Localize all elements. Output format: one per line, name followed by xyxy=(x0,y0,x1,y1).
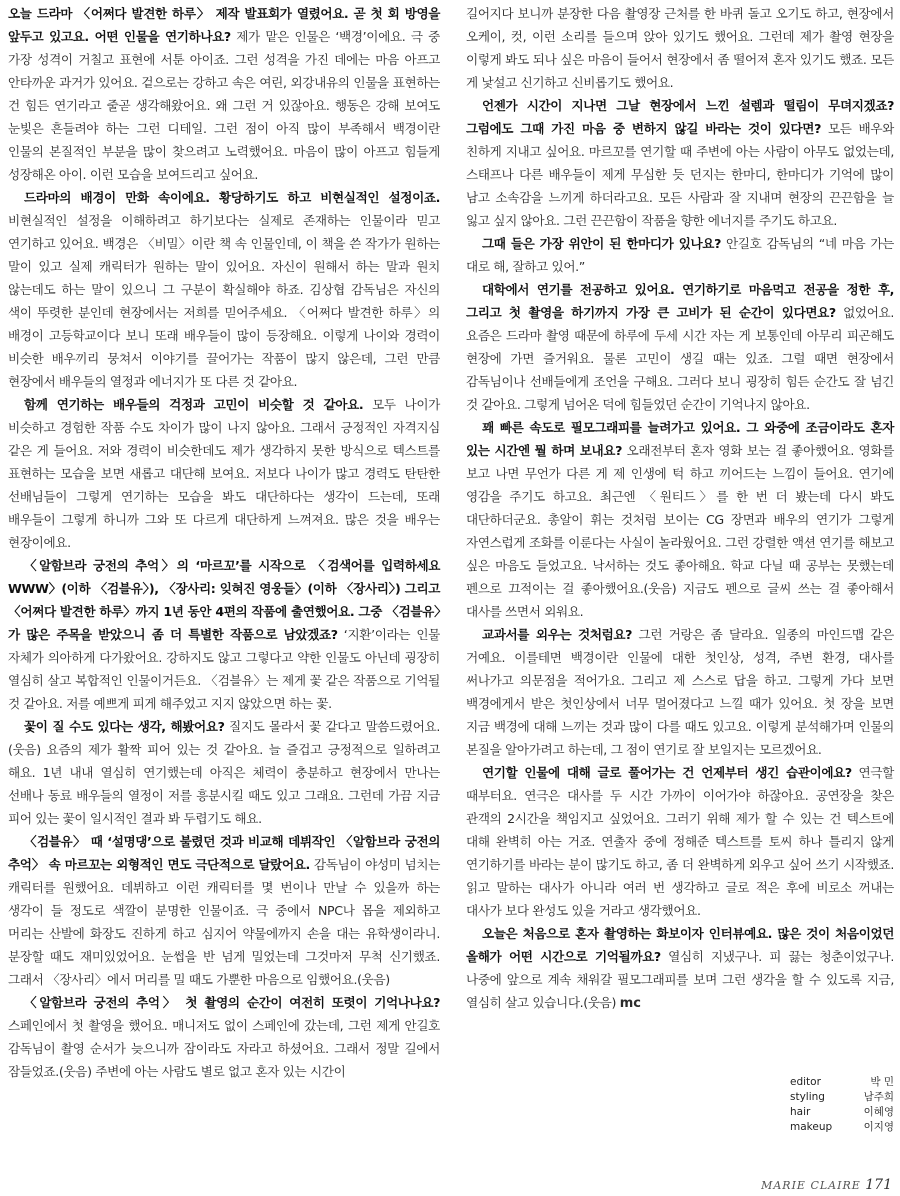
page-folio xyxy=(761,1177,892,1193)
credit-name: 이혜영 xyxy=(863,1106,894,1118)
question: 오늘 드라마 〈어쩌다 발견한 하루〉 제작 발표회가 열렸어요. 곧 첫 회 방영을 앞두고 있고요. 어떤 인물을 연기하나요? xyxy=(8,6,440,44)
credit-role: styling xyxy=(790,1091,825,1103)
answer: 오래전부터 혼자 영화 보는 걸 좋아했어요. 영화를 보고 나면 무언가 다른 게 제 인생에 턱 하고 끼어드는 느낌이 들어요. 연기에 영감을 주기도 하고요. 최근엔 〈원티드〉를 한 번 더 봤는데 다시 봐도 대단하더군요. 총알이 휘는 것처럼 보이는 CG 장면과 배우의 연기가 그렇게 자연스럽게 조화를 이룬다는 사실이 놀라웠어요. 그런 강렬한 액션 연기를 해보고 싶은 마음도 들었고요. 낙서하는 것도 좋아해요. 학교 다닐 때 공부는 못했는데 펜으로 끄적이는 걸 좋아했어요.(웃음) 지금도 펜으로 글씨 쓰는 걸 좋아해서 대사를 쓰면서 외워요. xyxy=(466,443,895,619)
qa-paragraph xyxy=(8,393,440,554)
qa-paragraph xyxy=(8,715,440,830)
credit-role: hair xyxy=(790,1106,811,1118)
qa-paragraph xyxy=(466,623,894,761)
answer: 제가 맡은 인물은 ‘백경’이에요. 극 중 가장 성격이 거칠고 표현에 서툰 아이죠. 그런 성격을 가진 데에는 마음 아프고 안타까운 과거가 있어요. 겉으로는 강하고 속은 여린, 외강내유의 인물을 표현하는 건 힘든 연기라고 줄곧 생각해왔어요. 왜 그런 거 있잖아요. 행동은 강해 보여도 눈빛은 흔들려야 하는 그런 디테일. 그런 점이 아직 많이 부족해서 백경이란 인물의 본질적인 부분을 많이 찾으려고 노력했어요. 마음이 많이 아프고 힘들게 성장해온 아이. 이런 모습을 보여드리고 싶어요. xyxy=(8,29,440,182)
answer: ‘지환’이라는 인물 자체가 의아하게 다가왔어요. 강하지도 않고 그렇다고 약한 인물도 아닌데 굉장히 열심히 살고 복합적인 인물이거든요. 〈검블유〉는 제게 꽃 같은 작품으로 기억될 것 같아요. 저를 예쁘게 피게 해주었고 지지 않았으면 하는 꽃. xyxy=(8,627,441,711)
qa-paragraph xyxy=(466,94,894,232)
qa-paragraph xyxy=(466,922,894,1015)
qa-paragraph xyxy=(8,991,440,1083)
end-mark: mc xyxy=(619,996,641,1011)
question: 언젠가 시간이 지나면 그날 현장에서 느낀 설렘과 떨림이 무뎌지겠죠? 그럼에도 그때 가진 마음 중 변하지 않길 바라는 것이 있다면? xyxy=(466,98,894,136)
answer: 열심히 지냈구나. 피 끓는 청춘이었구나. 나중에 앞으로 계속 채워갈 필모그래피를 보며 그런 생각을 할 수 있도록 지금, 열심히 살고 있습니다.(웃음) xyxy=(466,949,895,1010)
question: 〈알함브라 궁전의 추억〉의 ‘마르꼬’를 시작으로 〈검색어를 입력하세요 WWW〉(이하 〈검블유〉), 〈장사리: 잊혀진 영웅들〉(이하 〈장사리〉) 그리고 〈어쩌다 발견한 하루〉까지 1년 동안 4편의 작품에 출연했어요. 그중 〈검블유〉가 많은 주목을 받았으니 좀 더 특별한 작품으로 남았겠죠? xyxy=(8,558,440,642)
credit-row xyxy=(790,1075,894,1090)
answer: 연극할 때부터요. 연극은 대사를 두 시간 가까이 이어가야 하잖아요. 공연장을 찾은 관객의 2시간을 책임지고 싶었어요. 그러기 위해 제가 할 수 있는 건 텍스트에 대해 완벽히 아는 거죠. 연출자 중에 정해준 텍스트를 토씨 하나 틀리지 않게 연기하기를 바라는 분이 많기도 하고, 좀 더 완벽하게 외우고 싶어 쓰기 시작했죠. 읽고 말하는 대사가 아니라 여러 번 생각하고 글로 적은 후에 비로소 꺼내는 대사가 보다 완성도 있을 거라고 생각했어요. xyxy=(466,765,894,918)
qa-paragraph xyxy=(466,2,894,94)
answer: 질지도 몰라서 꽃 같다고 말씀드렸어요.(웃음) 요즘의 제가 활짝 피어 있는 것 같아요. 늘 즐겁고 긍정적으로 일하려고 해요. 1년 내내 열심히 연기했는데 아직은 체력이 충분하고 현장에서 만나는 선배나 동료 배우들의 열정이 저를 흥분시킬 때도 있고 그래요. 그런데 가끔 지금 피어 있는 꽃이 일시적인 결과 봐 두렵기도 해요. xyxy=(8,719,440,826)
answer: 그런 거랑은 좀 달라요. 일종의 마인드맵 같은 거예요. 이를테면 백경이란 인물에 대한 첫인상, 성격, 주변 환경, 대사를 써나가고 의문점을 적어가요. 그리고 제 스스로 답을 하고. 그렇게 가다 보면 백경에게서 받은 첫인상에서 너무 멀어졌다고 느낄 때가 있어요. 첫 장을 보면 지금 백경에 대해 느끼는 것과 많이 다를 때도 있고요. 이렇게 분석해가며 인물의 본질을 알아가려고 하는데, 그 점이 연기로 잘 보일지는 모르겠어요. xyxy=(466,627,895,757)
article-column-right xyxy=(466,2,894,1015)
question: 꽃이 질 수도 있다는 생각, 해봤어요? xyxy=(24,719,225,734)
question: 대학에서 연기를 전공하고 있어요. 연기하기로 마음먹고 전공을 정한 후, 그리고 첫 촬영을 하기까지 가장 큰 고비가 된 순간이 있다면요? xyxy=(466,282,894,320)
credit-row xyxy=(790,1105,894,1120)
answer: 감독님이 야성미 넘치는 캐릭터를 원했어요. 데뷔하고 이런 캐릭터를 몇 번이나 만날 수 있을까 하는 생각이 들 정도로 색깔이 분명한 인물이죠. 극 중에서 NPC나 몹을 제외하고 머리는 산발에 화장도 진하게 하고 심지어 약물에까지 손을 대는 유학생이라니. 분장할 때도 재미있었어요. 눈썹을 반 넘게 밀었는데 그것마저 무척 신기했죠. 그래서 〈장사리〉에서 머리를 밀 때도 가뿐한 마음으로 임했어요.(웃음) xyxy=(8,857,441,987)
magazine-name: MARIE CLAIRE xyxy=(761,1179,861,1192)
credit-name: 이지영 xyxy=(863,1121,894,1133)
credits-block xyxy=(790,1075,894,1135)
credit-row xyxy=(790,1090,894,1105)
qa-paragraph xyxy=(8,186,440,393)
qa-paragraph xyxy=(8,830,440,991)
question: 그때 들은 가장 위안이 된 한마디가 있나요? xyxy=(482,236,721,251)
answer: 스페인에서 첫 촬영을 했어요. 매니저도 없이 스페인에 갔는데, 그런 제게 안길호 감독님이 촬영 순서가 늦으니까 잠이라도 자라고 하셨어요. 그래서 정말 길에서 잠들었죠.(웃음) 주변에 아는 사람도 별로 없고 혼자 있는 시간이 xyxy=(8,1018,440,1079)
answer: 모든 배우와 친하게 지내고 싶어요. 마르꼬를 연기할 때 주변에 아는 사람이 아무도 없었는데, 스태프나 다른 배우들이 제게 무심한 듯 던지는 한마디, 한마디가 기억에 많이 남고 소속감을 느끼게 하더라고요. 모든 사람과 잘 지내며 현장의 끈끈함을 늘 잃고 싶지 않아요. 그런 끈끈함이 작품을 향한 에너지를 주기도 하고요. xyxy=(466,121,894,228)
answer: 길어지다 보니까 분장한 다음 촬영장 근처를 한 바퀴 돌고 오기도 하고, 현장에서 오케이, 컷, 이런 소리를 들으며 앉아 있기도 했어요. 그런데 제가 촬영 현장을 이렇게 봐도 되나 싶은 마음이 들어서 현장에서 좀 떨어져 혼자 있기도 했죠. 모든 게 낯설고 신기하고 신비롭기도 했어요. xyxy=(466,6,894,90)
credit-name: 박 민 xyxy=(870,1076,894,1088)
question: 오늘은 처음으로 혼자 촬영하는 화보이자 인터뷰예요. 많은 것이 처음이었던 올해가 어떤 시간으로 기억될까요? xyxy=(466,926,894,964)
question: 〈검블유〉 때 ‘설명댕’으로 불렸던 것과 비교해 데뷔작인 〈알함브라 궁전의 추억〉 속 마르꼬는 외형적인 면도 극단적으로 달랐어요. xyxy=(8,834,440,872)
question: 함께 연기하는 배우들의 걱정과 고민이 비슷할 것 같아요. xyxy=(24,397,364,412)
qa-paragraph xyxy=(8,554,440,715)
qa-paragraph xyxy=(466,761,894,922)
qa-paragraph xyxy=(8,2,440,186)
qa-paragraph xyxy=(466,278,894,416)
answer: 모두 나이가 비슷하고 경험한 작품 수도 차이가 많이 나지 않아요. 그래서 긍정적인 자격지심 같은 게 들어요. 저와 경력이 비슷한데도 제가 생각하지 못한 방식으로 텍스트를 표현하는 모습을 보면 새롭고 대단해 보여요. 저보다 나이가 많고 경력도 탄탄한 선배님들이 그렇게 연기하는 모습을 봐도 대단하다는 생각이 드는데, 또래 배우들이 그렇게 하니까 그와 또 다르게 대단하게 느껴져요. 많은 것을 배우는 현장이에요. xyxy=(8,397,441,550)
question: 드라마의 배경이 만화 속이에요. 황당하기도 하고 비현실적인 설정이죠. xyxy=(24,190,440,205)
credit-name: 남주희 xyxy=(863,1091,894,1103)
qa-paragraph xyxy=(466,232,894,278)
qa-paragraph xyxy=(466,416,894,623)
credit-row xyxy=(790,1120,894,1135)
answer: 안길호 감독님의 “네 마음 가는 대로 해, 잘하고 있어.” xyxy=(466,236,895,274)
article-column-left xyxy=(8,2,440,1083)
credit-role: editor xyxy=(790,1076,821,1088)
question: 연기할 인물에 대해 글로 풀어가는 건 언제부터 생긴 습관이에요? xyxy=(482,765,852,780)
answer: 없었어요. 요즘은 드라마 촬영 때문에 하루에 두세 시간 자는 게 보통인데 아무리 피곤해도 현장에 가면 즐거워요. 물론 고민이 생길 때는 있죠. 그럴 때면 현장에서 감독님이나 선배들에게 조언을 구해요. 그러다 보니 굉장히 힘든 순간도 잘 넘긴 것 같아요. 그렇게 넘어온 덕에 힘들었던 순간이 기억나지 않아요. xyxy=(466,305,895,412)
question: 꽤 빠른 속도로 필모그래피를 늘려가고 있어요. 그 와중에 조금이라도 혼자 있는 시간엔 뭘 하며 보내요? xyxy=(466,420,894,458)
credit-role: makeup xyxy=(790,1121,833,1133)
page-number: 171 xyxy=(865,1177,892,1193)
question: 〈알함브라 궁전의 추억〉 첫 촬영의 순간이 여전히 또렷이 기억나나요? xyxy=(24,995,440,1010)
answer: 비현실적인 설정을 이해하려고 하기보다는 실제로 존재하는 인물이라 믿고 연기하고 있어요. 백경은 〈비밀〉이란 책 속 인물인데, 이 책을 쓴 작가가 원하는 말이 있고 실제 캐릭터가 원하는 말이 있어요. 자신이 원해서 하는 말과 원치 않는데도 하는 말이 있으니 그 구분이 확실해야 하죠. 김상협 감독님은 자신의 색이 뚜렷한 분인데 현장에서는 저희를 믿어주세요. 〈어쩌다 발견한 하루〉의 배경이 고등학교이다 보니 또래 배우들이 많이 등장해요. 이렇게 나이와 경력이 비슷한 배우끼리 뭉쳐서 이야기를 끌어가는 작품이 많지 않은데, 그런 만큼 현장에서 배우들의 열정과 에너지가 또 다른 것 같아요. xyxy=(8,213,440,389)
question: 교과서를 외우는 것처럼요? xyxy=(482,627,633,642)
